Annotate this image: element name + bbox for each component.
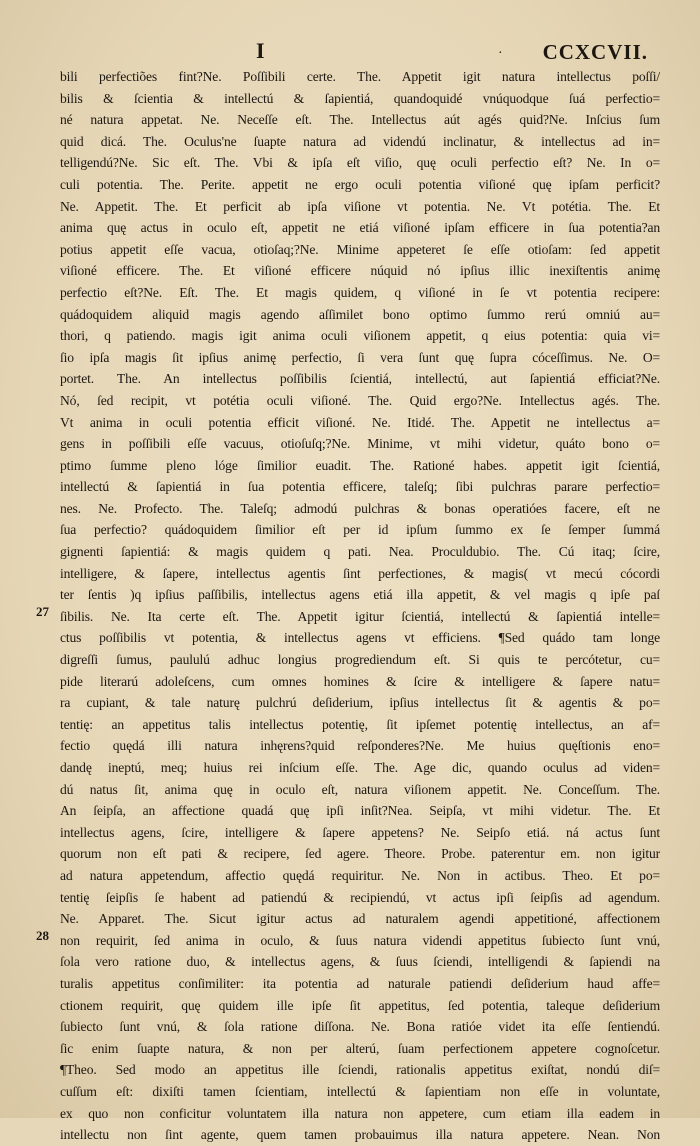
text-line: digreſſi ſumus, paululú adhuc longius progrediendum eſt. Si quis te percótetur, cu=: [60, 652, 660, 668]
text-line: ſubiecto ſunt vnú, & ſola ratione diſſona. Ne. Bona ratióe videt ita eſſe ſentiendú.: [60, 1019, 660, 1035]
text-line: ctionem requirit, quę quidem ille ipſe ſit appetitus, ſed potentia, taleque deſiderium: [60, 997, 660, 1013]
text-line: ctus poſſibilis vt potentia, & intellectus agens vt efficiens. ¶Sed quádo tam longe: [60, 630, 660, 646]
text-line: quid dicá. The. Oculus'ne ſuapte natura ad videndú inclinatur, & intellectus ad in=: [60, 133, 660, 149]
text-line: telligendú?Ne. Sic eſt. The. Vbi & ipſa eſt viſio, quę oculi perfectio eſt? Ne. In o=: [60, 155, 660, 171]
text-line: ſola vero ratione duo, & intellectus agens, & ſuus ſciendi, intelligendi & ſapiendi na: [60, 954, 660, 970]
text-line: thori, q patiendo. magis igit anima oculi viſionem appetit, q eius potentia: quia vi=: [60, 328, 660, 344]
text-line: Ne. Appetit. The. Et perficit ab ipſa viſione vt potentia. Ne. Vt potétia. The. Et: [60, 198, 660, 214]
text-line: Vt anima in oculi potentia efficit viſioné. Ne. Itidé. The. Appetit ne intellectus a=: [60, 414, 660, 430]
text-line: tentię ſeipſis ſe habent ad patiendú & recipiendú, vt actus ipſi ſeipſis ad agendum.: [60, 889, 660, 905]
text-line: quádoquidem aliquid magis agendo aſſimilet bono optimo ſummo rerú omniú au=: [60, 306, 660, 322]
text-block: [60, 66, 660, 1146]
text-line: ſic enim ſuapte natura, & non per alterú, ſuam perfectionem appetere cognoſcetur.: [60, 1040, 660, 1056]
text-line: portet. The. An intellectus poſſibilis ſcientiá, intellectú, aut ſapientiá efficiat?Ne.: [60, 371, 660, 387]
text-line: nes. Ne. Profecto. The. Taleſq; admodú pulchras & bonas operatióes facere, eſt ne: [60, 500, 660, 516]
text-line: ſua perfectio? quádoquidem ſimilior eſt per id ipſum ſummo ex ſe ſemper ſummá: [60, 522, 660, 538]
text-line: intellectú & ſapientiá in ſua potentia efficere, taleſq; ſibi pulchras parare perfectio=: [60, 479, 660, 495]
text-line: ptimo ſumme pleno lóge ſimilior euadit. The. Rationé habes. appetit igit ſcientiá,: [60, 457, 660, 473]
text-line: né natura appetat. Ne. Neceſſe eſt. The. Intellectus aút agés quid?Ne. Inſcius ſum: [60, 112, 660, 128]
text-line: ra cupiant, & tale naturę pulchrú deſiderium, ipſius intellectus ſit & agentis & po=: [60, 695, 660, 711]
text-line: pide literarú adoleſcens, cum omnes homines & ſcire & intelligere & ſapere natu=: [60, 673, 660, 689]
text-line: non requirit, ſed anima in oculo, & ſuus natura videndi appetitus ſubiecto ſunt vnú,: [60, 932, 660, 948]
text-line: gignenti ſapientiá: & magis quidem q pati. Nea. Proculdubio. The. Cú itaq; ſcire,: [60, 544, 660, 560]
text-line: Nó, ſed recipit, vt potétia oculi viſioné. The. Quid ergo?Ne. Intellectus agés. The.: [60, 392, 660, 408]
text-line: intelligere, & ſapere, intellectus agentis ſint perfectiones, & magis( vt mecú cócordi: [60, 565, 660, 581]
text-line: potius appetit eſſe vacua, otioſaq;?Ne. Minime appeteret ſe eſſe otioſam: ſed appetit: [60, 241, 660, 257]
text-line: intellectus agens, ſcire, intelligere & ſapere appetens? Ne. Seipſo etiá. ná actus ſunt: [60, 824, 660, 840]
signature-mark: I: [256, 38, 265, 63]
text-line: ter ſentis )q ipſius paſſibilis, intellectus agens etiá illa appetit, & vel magis q ipſe paſ: [60, 587, 660, 603]
text-line: turalis appetitus conſimiliter: ita potentia ad naturale patiendi deſiderium haud affe=: [60, 975, 660, 991]
text-line: ſibilis. Ne. Ita certe eſt. The. Appetit igitur ſcientiá, intellectú & ſapientiá intelle=: [60, 608, 660, 624]
text-line: An ſeipſa, an affectione quadá quę ipſi inſit?Nea. Seipſa, vt mihi videtur. The. Et: [60, 803, 660, 819]
folio-number: CCXCVII.: [542, 40, 648, 64]
text-line: dú natus ſit, anima quę in oculo eſt, natura viſionem appetit. Ne. Conceſſum. The.: [60, 781, 660, 797]
text-line: ¶Theo. Sed modo an appetitus ille ſciendi, rationalis appetitus exiſtat, nondú diſ=: [60, 1062, 660, 1078]
text-line: fectio quędá illi natura inhęrens?quid reſponderes?Ne. Me huius quęſtionis eno=: [60, 738, 660, 754]
text-line: tentię: an appetitus talis intellectus potentię, ſit ipſemet potentię intellectus, an af=: [60, 716, 660, 732]
text-line: perfectio eſt?Ne. Eſt. The. Et magis quidem, q viſioné in ſe vt potentia recipere:: [60, 284, 660, 300]
text-line: bili perfectiões fint?Ne. Poſſibili certe. The. Appetit igit natura intellectus poſſi/: [60, 69, 660, 84]
text-line: culi potentia. The. Perite. appetit ne ergo oculi potentia viſioné quę ipſam perficit?: [60, 176, 660, 192]
text-line: cuſſum eſt: dixiſti tamen ſcientiam, intellectú & ſapientiam non eſſe in voluntate,: [60, 1083, 660, 1099]
margin-number: 27: [36, 604, 49, 619]
text-line: anima quę actus in oculo eſt, appetit ne etiá viſioné ipſam efficere in ſua potentia?an: [60, 220, 660, 236]
text-line: gens in poſſibili eſſe vacuus, otioſuſq;?Ne. Minime, vt mihi videtur, quáto bono o=: [60, 436, 660, 452]
text-line: ex quo non conficitur voluntatem illa natura non appetere, cum etiam illa eadem in: [60, 1105, 660, 1121]
text-line: viſioné efficere. The. Et viſioné efficere núquid nó ipſius illic inexiſtentis animę: [60, 263, 660, 279]
text-line: ſio ipſa magis ſit ipſius animę perfectio, ſi vera ſunt quę ſupra cóceſſimus. Ne. O=: [60, 349, 660, 365]
text-line: ad natura appetendum, affectio quędá requiritur. Ne. Non in actibus. Theo. Et po=: [60, 867, 660, 883]
header-ornament: ·: [498, 46, 503, 61]
text-line: intellectu non ſint agente, quem tamen probauimus illa natura appetere. Nean. Non: [60, 1127, 660, 1143]
text-line: Ne. Apparet. The. Sicut igitur actus ad naturalem agendi appetitioné, affectionem: [60, 911, 660, 927]
text-line: dandę ineptú, meq; huius rei inſcium eſſe. The. Age dic, quando oculus ad viden=: [60, 760, 660, 775]
text-line: bilis & ſcientia & intellectú & ſapientiá, quandoquidé vnúquodque ſuá perfectio=: [60, 90, 660, 106]
running-header: [60, 38, 660, 68]
margin-number: 28: [36, 928, 49, 943]
text-line: quorum non eſt pati & recipere, ſed agere. Theore. Probe. paterentur em. non igitur: [60, 846, 660, 862]
